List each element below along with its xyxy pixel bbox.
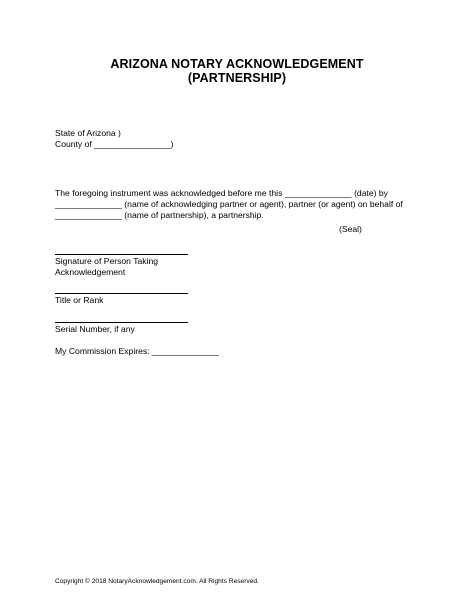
copyright-footer: Copyright © 2018 NotaryAcknowledgement.com. All Rights Reserved. (55, 578, 259, 585)
state-line: State of Arizona ) (55, 128, 121, 138)
seal-label: (Seal) (339, 224, 362, 234)
document-subtitle: (PARTNERSHIP) (187, 71, 287, 85)
body-line-1: The foregoing instrument was acknowledged before me this ______________ (date) by (55, 188, 388, 198)
document-title: ARIZONA NOTARY ACKNOWLEDGEMENT (110, 57, 364, 71)
serial-number-line (55, 322, 188, 323)
title-rank-label: Title or Rank (55, 295, 104, 305)
county-line: County of ________________) (55, 139, 174, 149)
signature-line (55, 254, 188, 255)
commission-expires-line: My Commission Expires: ______________ (55, 346, 219, 356)
body-line-2: ______________ (name of acknowledging partner or agent), partner (or agent) on behalf of (55, 199, 403, 209)
title-rank-line (55, 293, 188, 294)
signature-label-cont: Acknowledgement (55, 267, 126, 277)
serial-number-label: Serial Number, if any (55, 324, 135, 334)
body-line-3: ______________ (name of partnership), a partnership. (55, 210, 264, 220)
signature-label: Signature of Person Taking (55, 256, 159, 266)
